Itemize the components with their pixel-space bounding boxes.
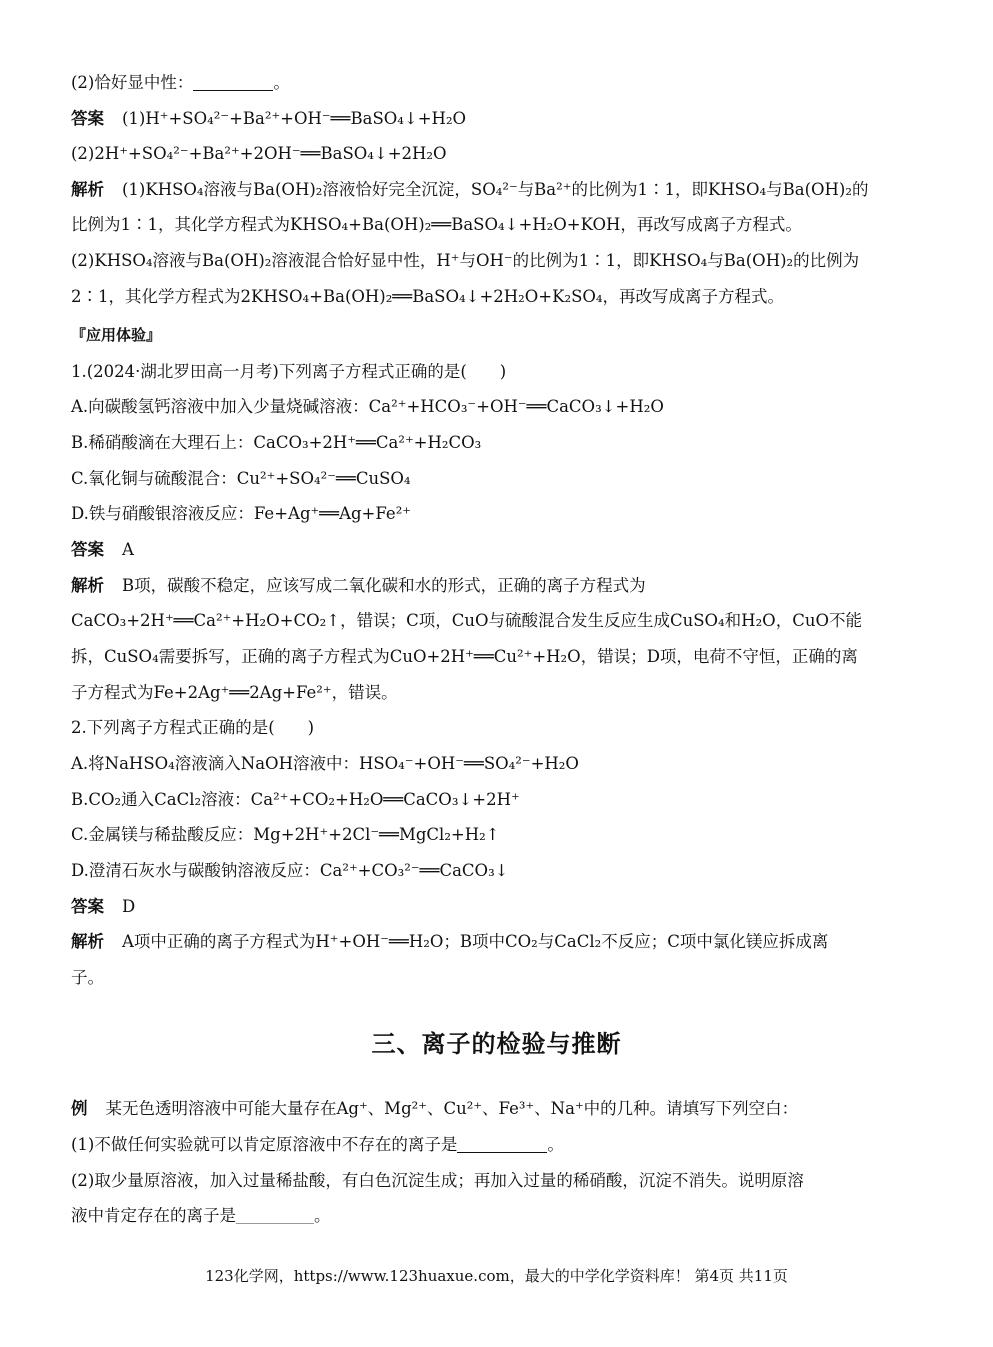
- stem-text: 1.(2024·湖北罗田高一月考)下列离子方程式正确的是( ): [71, 362, 507, 381]
- stem-text: 2.下列离子方程式正确的是( ): [71, 718, 315, 737]
- explanation-text: 2∶1，其化学方程式为2KHSO₄+Ba(OH)₂══BaSO₄↓+2H₂O+K₂SO₄，再改写成离子方程式。: [71, 287, 785, 306]
- explanation-label: 解析: [71, 576, 104, 595]
- option-text: B.稀硝酸滴在大理石上：CaCO₃+2H⁺══Ca²⁺+H₂CO₃: [71, 433, 482, 452]
- option-text: D.澄清石灰水与碳酸钠溶液反应：Ca²⁺+CO₃²⁻══CaCO₃↓: [71, 861, 509, 880]
- answer-label: 答案: [71, 540, 104, 559]
- answer-label: 答案: [71, 897, 104, 916]
- question-2-stem: [71, 717, 921, 739]
- option-a: [71, 396, 921, 418]
- answer-value: A: [122, 540, 134, 559]
- option-a: [71, 753, 921, 775]
- answer-blank: [457, 1136, 547, 1153]
- explanation-text: (2)KHSO₄溶液与Ba(OH)₂溶液混合恰好显中性，H⁺与OH⁻的比例为1∶1，即KHSO₄与Ba(OH)₂的比例为: [71, 251, 860, 270]
- answer-line-1: [71, 108, 921, 130]
- question-text: (1)不做任何实验就可以肯定原溶液中不存在的离子是: [71, 1135, 458, 1154]
- option-d: [71, 503, 921, 525]
- explanation-text: 拆，CuSO₄需要拆写，正确的离子方程式为CuO+2H⁺══Cu²⁺+H₂O，错误；D项，电荷不守恒，正确的离: [71, 647, 858, 666]
- answer-blank: [236, 1207, 314, 1224]
- explanation-text: CaCO₃+2H⁺══Ca²⁺+H₂O+CO₂↑，错误；C项，CuO与硫酸混合发生反应生成CuSO₄和H₂O，CuO不能: [71, 611, 862, 630]
- answer-text: (1)H⁺+SO₄²⁻+Ba²⁺+OH⁻══BaSO₄↓+H₂O: [122, 109, 467, 128]
- example-part-1: [71, 1134, 921, 1156]
- answer-text: (2)2H⁺+SO₄²⁻+Ba²⁺+2OH⁻══BaSO₄↓+2H₂O: [71, 144, 447, 163]
- answer-line: [71, 539, 921, 561]
- question-tail: 。: [273, 73, 290, 92]
- explanation-line: [71, 286, 921, 308]
- question-tail: 。: [314, 1206, 331, 1225]
- explanation-text: A项中正确的离子方程式为H⁺+OH⁻══H₂O；B项中CO₂与CaCl₂不反应；C项中氯化镁应拆成离: [122, 932, 829, 951]
- answer-line-2: [71, 143, 921, 165]
- example-stem: [71, 1098, 921, 1120]
- question-text: (2)恰好显中性：: [71, 73, 194, 92]
- explanation-text: B项，碳酸不稳定，应该写成二氧化碳和水的形式，正确的离子方程式为: [122, 576, 646, 595]
- section-title: 『应用体验』: [71, 326, 162, 344]
- explanation-line: [71, 179, 921, 201]
- example-part-2: [71, 1170, 921, 1192]
- explanation-text: 比例为1∶1，其化学方程式为KHSO₄+Ba(OH)₂══BaSO₄↓+H₂O+KOH，再改写成离子方程式。: [71, 215, 802, 234]
- explanation-line: [71, 931, 921, 953]
- explanation-text: 子。: [71, 968, 104, 987]
- option-text: A.将NaHSO₄溶液滴入NaOH溶液中：HSO₄⁻+OH⁻══SO₄²⁻+H₂O: [71, 754, 579, 773]
- section-label: [71, 324, 921, 346]
- section-heading: 三、离子的检验与推断: [371, 1030, 622, 1058]
- explanation-line: [71, 575, 921, 597]
- question-1-stem: [71, 361, 921, 383]
- option-d: [71, 860, 921, 882]
- option-text: A.向碳酸氢钙溶液中加入少量烧碱溶液：Ca²⁺+HCO₃⁻+OH⁻══CaCO₃↓+H₂O: [71, 397, 664, 416]
- option-text: D.铁与硝酸银溶液反应：Fe+Ag⁺══Ag+Fe²⁺: [71, 504, 412, 523]
- explanation-line: [71, 967, 921, 989]
- explanation-line: [71, 610, 921, 632]
- example-label: 例: [71, 1099, 88, 1118]
- explanation-text: 子方程式为Fe+2Ag⁺══2Ag+Fe²⁺，错误。: [71, 683, 398, 702]
- option-c: [71, 468, 921, 490]
- option-b: [71, 432, 921, 454]
- explanation-line: [71, 682, 921, 704]
- question-part-2: [71, 72, 921, 94]
- example-part-2-cont: [71, 1205, 921, 1227]
- option-text: C.氧化铜与硫酸混合：Cu²⁺+SO₄²⁻══CuSO₄: [71, 469, 411, 488]
- answer-blank: [193, 74, 273, 91]
- explanation-line: [71, 250, 921, 272]
- option-c: [71, 824, 921, 846]
- answer-label: 答案: [71, 109, 104, 128]
- answer-line: [71, 896, 921, 918]
- page-footer: 123化学网，https://www.123huaxue.com，最大的中学化学资料库！ 第4页 共11页: [205, 1267, 788, 1285]
- question-text: 液中肯定存在的离子是: [71, 1206, 236, 1225]
- option-text: B.CO₂通入CaCl₂溶液：Ca²⁺+CO₂+H₂O══CaCO₃↓+2H⁺: [71, 790, 520, 809]
- example-text: 某无色透明溶液中可能大量存在Ag⁺、Mg²⁺、Cu²⁺、Fe³⁺、Na⁺中的几种。请填写下列空白：: [105, 1099, 799, 1118]
- question-tail: 。: [547, 1135, 564, 1154]
- answer-value: D: [122, 897, 136, 916]
- option-b: [71, 789, 921, 811]
- explanation-line: [71, 646, 921, 668]
- explanation-label: 解析: [71, 932, 104, 951]
- option-text: C.金属镁与稀盐酸反应：Mg+2H⁺+2Cl⁻══MgCl₂+H₂↑: [71, 825, 500, 844]
- explanation-text: (1)KHSO₄溶液与Ba(OH)₂溶液恰好完全沉淀，SO₄²⁻与Ba²⁺的比例为1∶1，即KHSO₄与Ba(OH)₂的: [122, 180, 869, 199]
- explanation-label: 解析: [71, 180, 104, 199]
- explanation-line: [71, 214, 921, 236]
- question-text: (2)取少量原溶液，加入过量稀盐酸，有白色沉淀生成；再加入过量的稀硝酸，沉淀不消失。说明原溶: [71, 1171, 804, 1190]
